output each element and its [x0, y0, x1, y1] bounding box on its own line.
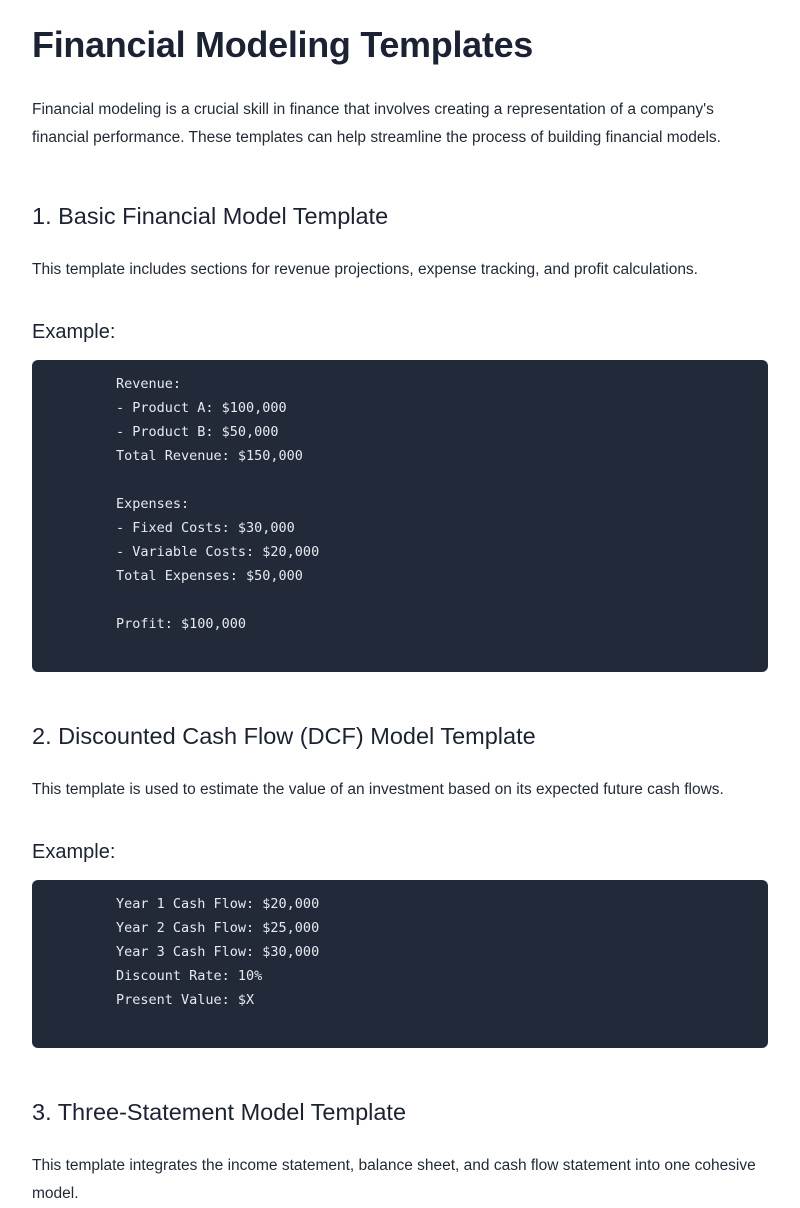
code-block-basic-model — [32, 360, 768, 672]
example-heading-dcf-model: Example: — [32, 841, 116, 863]
code-text-basic-model: Revenue: - Product A: $100,000 - Product B: $50,000 Total Revenue: $150,000 Expenses: - Fixed Costs: $30,000 - Variable Costs: $20,000 Total Expenses: $50,000 Profit: $100,000 — [116, 376, 320, 632]
intro-paragraph: Financial modeling is a crucial skill in finance that involves creating a representation of a company's financial performance. These templates can help streamline the process of building financial models. — [32, 101, 721, 146]
code-block-dcf-model — [32, 880, 768, 1048]
section-description-three-statement-model: This template integrates the income statement, balance sheet, and cash flow statement into one cohesive model. — [32, 1157, 756, 1202]
page-title: Financial Modeling Templates — [32, 24, 534, 65]
section-description-basic-model: This template includes sections for revenue projections, expense tracking, and profit calculations. — [32, 261, 698, 278]
section-description-dcf-model: This template is used to estimate the value of an investment based on its expected future cash flows. — [32, 781, 724, 798]
example-heading-basic-model: Example: — [32, 321, 116, 343]
section-heading-basic-model: 1. Basic Financial Model Template — [32, 203, 389, 229]
section-heading-three-statement-model: 3. Three-Statement Model Template — [32, 1099, 407, 1125]
section-heading-dcf-model: 2. Discounted Cash Flow (DCF) Model Template — [32, 723, 536, 749]
code-text-dcf-model: Year 1 Cash Flow: $20,000 Year 2 Cash Flow: $25,000 Year 3 Cash Flow: $30,000 Discount Rate: 10% Present Value: $X — [116, 896, 320, 1008]
